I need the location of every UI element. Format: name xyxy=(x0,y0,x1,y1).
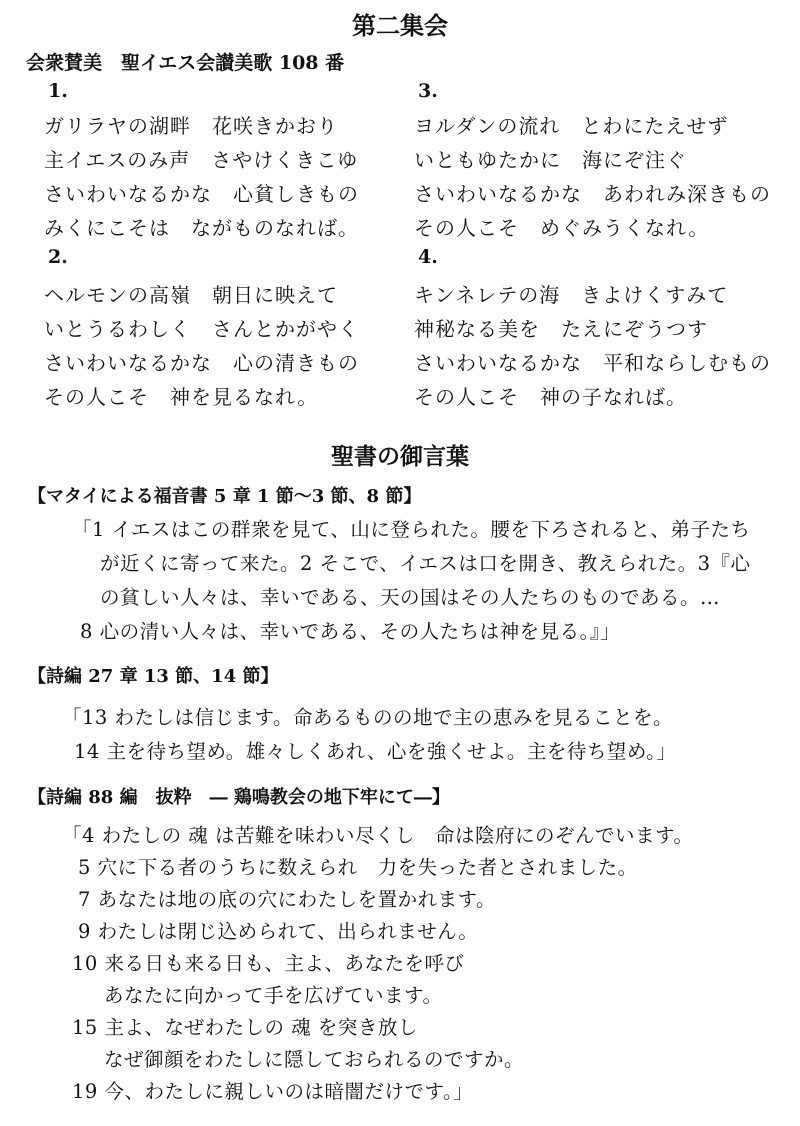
scripture-line: 7 あなたは地の底の穴にわたしを置かれます。 xyxy=(78,888,497,911)
scripture-line: 9 わたしは閉じ込められて、出られません。 xyxy=(78,920,479,943)
scripture-line: なぜ御顔をわたしに隠しておられるのですか。 xyxy=(104,1048,525,1071)
scripture-line: 15 主よ、なぜわたしの 魂 を突き放し xyxy=(72,1016,418,1039)
verse-line: その人こそ めぐみうくなれ。 xyxy=(414,216,710,240)
scripture-line: 14 主を待ち望め。雄々しくあれ、心を強くせよ。主を待ち望め。」 xyxy=(74,740,677,763)
section-title: 聖書の御言葉 xyxy=(331,443,469,470)
verse-line: みくにこそは ながものなれば。 xyxy=(44,216,359,240)
scripture-reference: 【マタイによる福音書 5 章 1 節～3 節、8 節】 xyxy=(28,486,422,507)
verse-line: いとうるわしく さんとかがやく xyxy=(44,317,359,341)
verse-line: さいわいなるかな 心貧しきもの xyxy=(44,182,359,206)
verse-line: ヨルダンの流れ とわにたえせず xyxy=(414,114,729,138)
verse-line: いともゆたかに 海にぞ注ぐ xyxy=(414,148,687,172)
verse-line: ガリラヤの湖畔 花咲きかおり xyxy=(44,114,338,138)
verse-line: 主イエスのみ声 さやけくきこゆ xyxy=(44,148,359,172)
scripture-reference: 【詩編 27 章 13 節、14 節】 xyxy=(28,666,279,687)
verse-number: 3. xyxy=(418,80,438,102)
page-title: 第二集会 xyxy=(352,11,448,40)
scripture-line: 10 来る日も来る日も、主よ、あなたを呼び xyxy=(72,952,465,975)
verse-line: さいわいなるかな 心の清きもの xyxy=(44,351,359,375)
scripture-line: の貧しい人々は、幸いである、天の国はその人たちのものである。… xyxy=(100,586,721,609)
verse-line: さいわいなるかな 平和ならしむもの xyxy=(414,351,771,375)
verse-line: ヘルモンの高嶺 朝日に映えて xyxy=(44,283,338,307)
scripture-reference: 【詩編 88 編 抜粋 ― 鶏鳴教会の地下牢にて―】 xyxy=(28,787,450,808)
verse-line: その人こそ 神の子なれば。 xyxy=(414,385,687,409)
verse-number: 2. xyxy=(48,246,68,268)
verse-line: 神秘なる美を たえにぞうつす xyxy=(414,317,708,341)
scripture-line: あなたに向かって手を広げています。 xyxy=(104,984,443,1007)
verse-line: さいわいなるかな あわれみ深きもの xyxy=(414,182,771,206)
scripture-line: が近くに寄って来た。2 そこで、イエスは口を開き、教えられた。3『心 xyxy=(100,552,751,575)
scripture-line: 8 心の清い人々は、幸いである、その人たちは神を見る。』」 xyxy=(80,620,621,643)
scripture-line: 「13 わたしは信じます。命あるものの地で主の恵みを見ることを。 xyxy=(62,706,673,729)
verse-line: その人こそ 神を見るなれ。 xyxy=(44,385,319,409)
scripture-line: 「1 イエスはこの群衆を見て、山に登られた。腰を下ろされると、弟子たち xyxy=(72,518,751,541)
hymn-header: 会衆賛美 聖イエス会讃美歌 108 番 xyxy=(26,52,345,74)
verse-number: 4. xyxy=(418,246,438,268)
scripture-line: 5 穴に下る者のうちに数えられ 力を失った者とされました。 xyxy=(78,856,638,879)
verse-line: キンネレテの海 きよけくすみて xyxy=(414,283,729,307)
verse-number: 1. xyxy=(48,80,68,102)
scripture-line: 19 今、わたしに親しいのは暗闇だけです。」 xyxy=(72,1080,474,1103)
scripture-line: 「4 わたしの 魂 は苦難を味わい尽くし 命は陰府にのぞんでいます。 xyxy=(62,824,694,847)
